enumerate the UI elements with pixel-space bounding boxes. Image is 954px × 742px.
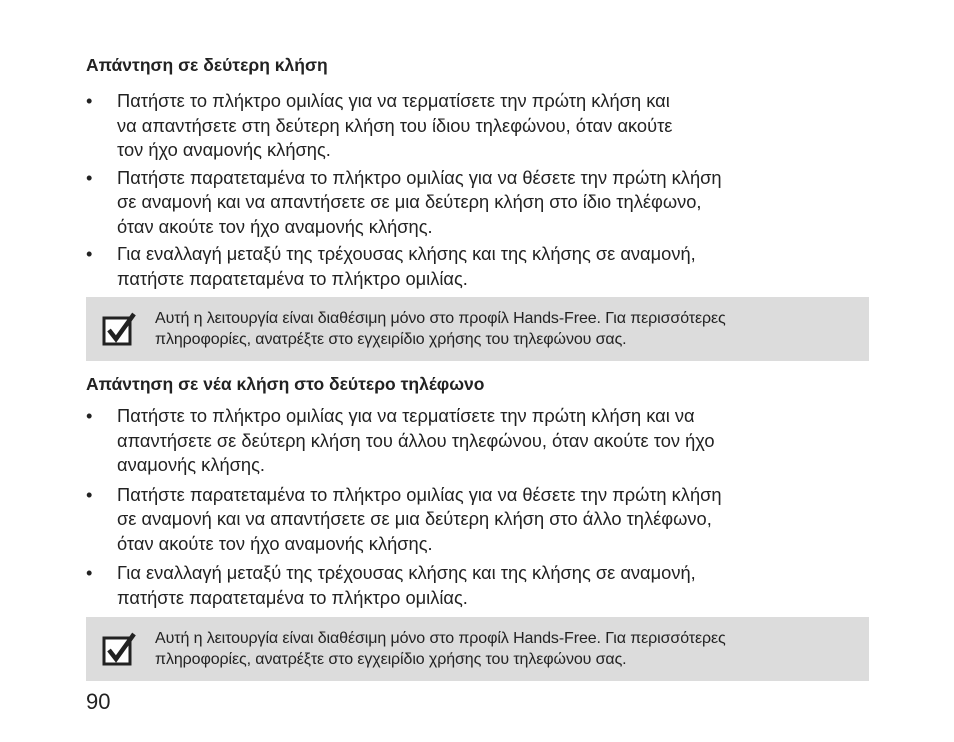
text-line: πληροφορίες, ανατρέξτε στο εγχειρίδιο χρήσης του τηλεφώνου σας.: [155, 651, 627, 668]
text-line: να απαντήσετε στη δεύτερη κλήση του ίδιου τηλεφώνου, όταν ακούτε: [117, 114, 673, 136]
bullet-marker: •: [86, 483, 93, 505]
section-heading: Απάντηση σε νέα κλήση στο δεύτερο τηλέφωνο: [86, 374, 485, 394]
text-line: Αυτή η λειτουργία είναι διαθέσιμη μόνο στο προφίλ Hands-Free. Για περισσότερες: [155, 630, 726, 647]
text-line: Πατήστε το πλήκτρο ομιλίας για να τερματίσετε την πρώτη κλήση και να: [117, 405, 695, 426]
text-line: Αυτή η λειτουργία είναι διαθέσιμη μόνο στο προφίλ Hands-Free. Για περισσότερες: [155, 310, 726, 327]
note-box: [86, 617, 869, 681]
text-line: πατήστε παρατεταμένα το πλήκτρο ομιλίας.: [117, 267, 468, 289]
bullet-marker: •: [86, 166, 93, 188]
bullet-list: [86, 404, 846, 615]
checkmark-box-icon: [102, 312, 136, 346]
text-line: όταν ακούτε τον ήχο αναμονής κλήσης.: [117, 215, 433, 237]
page-number: 90: [86, 689, 111, 714]
note-box: [86, 297, 869, 361]
bullet-marker: •: [86, 243, 93, 264]
text-line: Πατήστε το πλήκτρο ομιλίας για να τερματίσετε την πρώτη κλήση και: [117, 90, 670, 111]
list-item: [86, 89, 846, 163]
list-item: [86, 561, 846, 610]
note-text: [155, 628, 726, 670]
text-line: αναμονής κλήσης.: [117, 454, 265, 475]
section-heading: Απάντηση σε δεύτερη κλήση: [86, 55, 328, 75]
text-line: σε αναμονή και να απαντήσετε σε μια δεύτερη κλήση στο ίδιο τηλέφωνο,: [117, 191, 702, 212]
bullet-list: [86, 89, 846, 294]
text-line: Πατήστε παρατεταμένα το πλήκτρο ομιλίας για να θέσετε την πρώτη κλήση: [117, 483, 722, 505]
list-item: [86, 404, 846, 478]
note-text: [155, 308, 726, 350]
text-line: Πατήστε παρατεταμένα το πλήκτρο ομιλίας για να θέσετε την πρώτη κλήση: [117, 166, 722, 188]
list-item: [86, 483, 846, 557]
text-line: σε αναμονή και να απαντήσετε σε μια δεύτερη κλήση στο άλλο τηλέφωνο,: [117, 508, 712, 529]
text-line: Για εναλλαγή μεταξύ της τρέχουσας κλήσης και της κλήσης σε αναμονή,: [117, 243, 696, 264]
text-line: πληροφορίες, ανατρέξτε στο εγχειρίδιο χρήσης του τηλεφώνου σας.: [155, 331, 627, 348]
text-line: όταν ακούτε τον ήχο αναμονής κλήσης.: [117, 532, 433, 554]
text-line: πατήστε παρατεταμένα το πλήκτρο ομιλίας.: [117, 586, 468, 608]
bullet-marker: •: [86, 405, 93, 426]
checkmark-box-icon: [102, 632, 136, 666]
list-item: [86, 166, 846, 240]
list-item: [86, 242, 846, 291]
text-line: τον ήχο αναμονής κλήσης.: [117, 139, 331, 160]
text-line: απαντήσετε σε δεύτερη κλήση του άλλου τηλεφώνου, όταν ακούτε τον ήχο: [117, 429, 715, 451]
bullet-marker: •: [86, 562, 93, 583]
bullet-marker: •: [86, 90, 93, 111]
text-line: Για εναλλαγή μεταξύ της τρέχουσας κλήσης και της κλήσης σε αναμονή,: [117, 562, 696, 583]
